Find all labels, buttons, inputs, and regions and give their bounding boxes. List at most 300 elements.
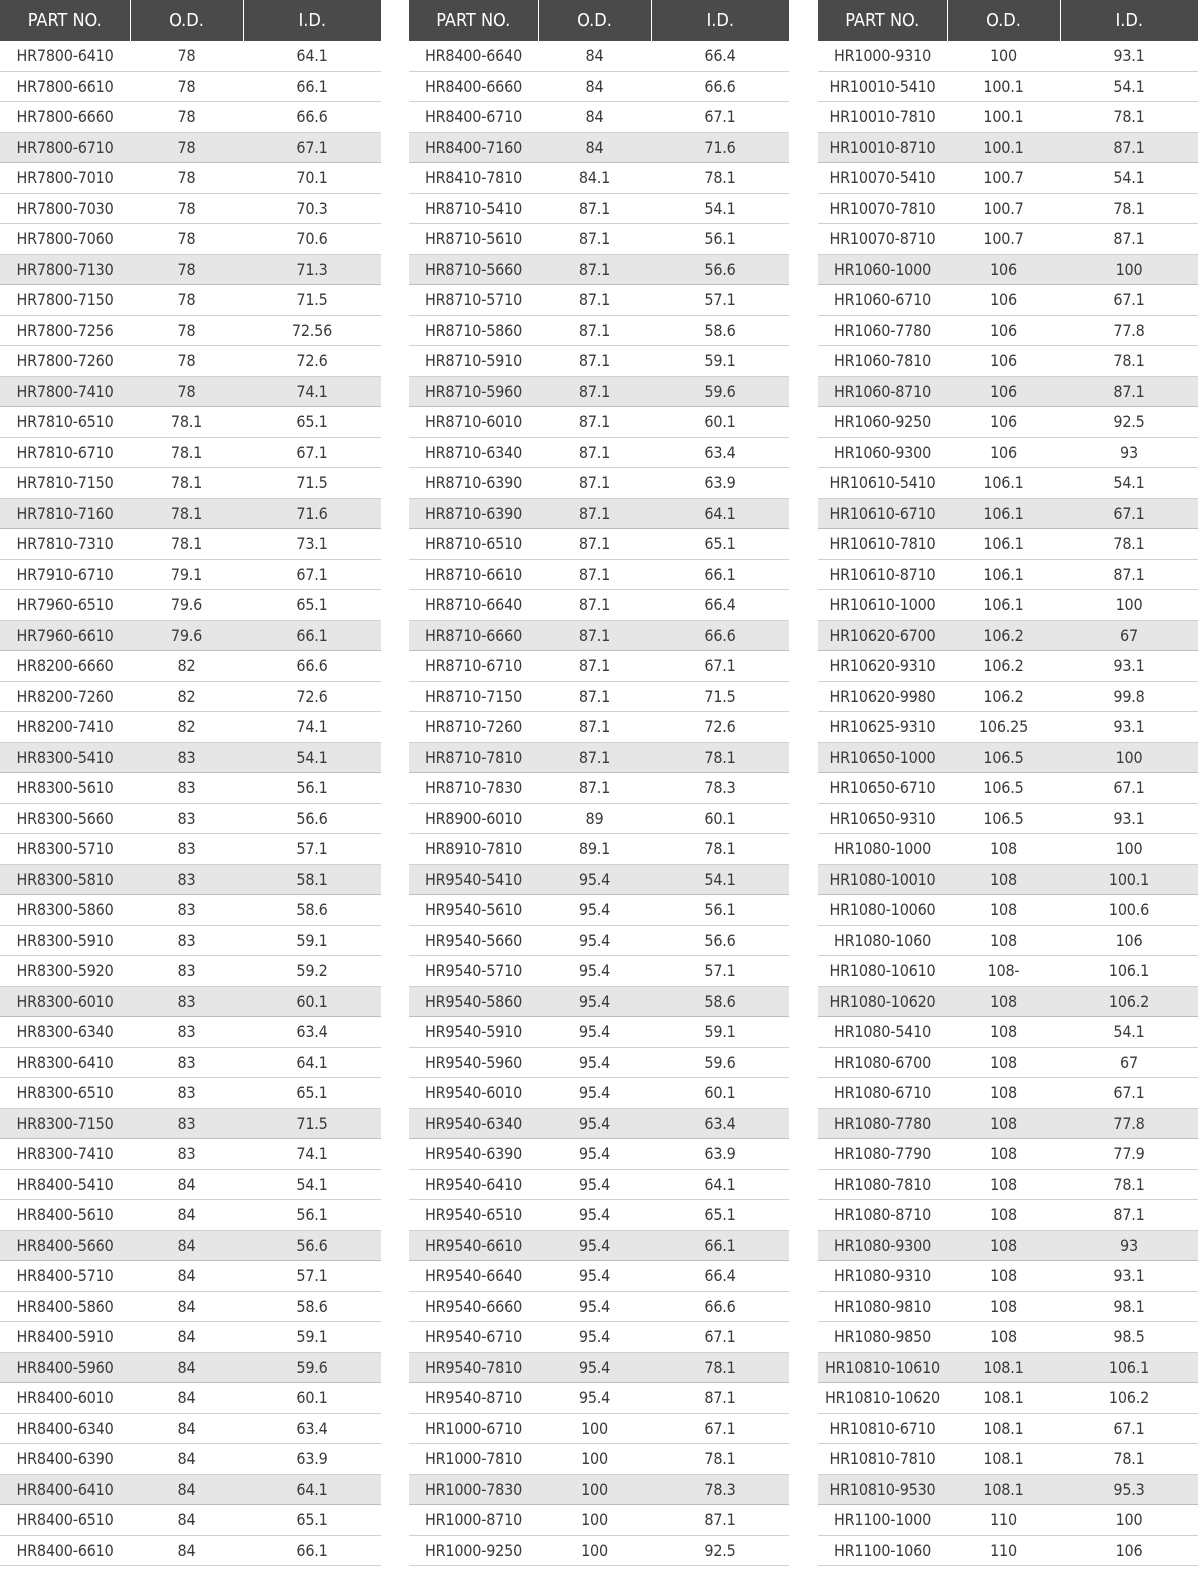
cell-od: 84 — [130, 1505, 243, 1536]
cell-part-no: HR10010-7810 — [818, 102, 947, 133]
cell-id: 72.56 — [243, 315, 381, 346]
cell-od: 108 — [947, 1169, 1060, 1200]
cell-od: 84 — [538, 71, 651, 102]
cell-part-no: HR1060-6710 — [818, 285, 947, 316]
cell-od: 95.4 — [538, 986, 651, 1017]
cell-id: 93 — [1060, 1230, 1198, 1261]
cell-id: 59.2 — [243, 956, 381, 987]
cell-part-no: HR8710-7150 — [409, 681, 538, 712]
cell-id: 56.6 — [243, 803, 381, 834]
cell-od: 84 — [130, 1291, 243, 1322]
cell-od: 108.1 — [947, 1444, 1060, 1475]
table-row — [0, 803, 381, 834]
cell-id: 63.9 — [651, 468, 789, 499]
cell-id: 106.2 — [1060, 1383, 1198, 1414]
cell-od: 108.1 — [947, 1383, 1060, 1414]
cell-od: 108 — [947, 1139, 1060, 1170]
cell-part-no: HR8710-5410 — [409, 193, 538, 224]
cell-od: 100 — [538, 1505, 651, 1536]
cell-id: 63.9 — [651, 1139, 789, 1170]
cell-part-no: HR1000-6710 — [409, 1413, 538, 1444]
cell-od: 100.7 — [947, 224, 1060, 255]
cell-id: 78.1 — [651, 1352, 789, 1383]
cell-id: 60.1 — [243, 986, 381, 1017]
cell-id: 71.6 — [243, 498, 381, 529]
cell-od: 83 — [130, 1139, 243, 1170]
cell-part-no: HR10810-10620 — [818, 1383, 947, 1414]
cell-id: 78.1 — [1060, 529, 1198, 560]
cell-od: 106.2 — [947, 651, 1060, 682]
table-row — [818, 407, 1198, 438]
cell-part-no: HR1080-10620 — [818, 986, 947, 1017]
cell-part-no: HR8400-5960 — [0, 1352, 130, 1383]
cell-id: 54.1 — [1060, 468, 1198, 499]
cell-od: 108.1 — [947, 1474, 1060, 1505]
cell-od: 78.1 — [130, 437, 243, 468]
cell-part-no: HR8400-5910 — [0, 1322, 130, 1353]
table-row — [818, 712, 1198, 743]
table-row — [0, 1230, 381, 1261]
cell-id: 58.6 — [243, 895, 381, 926]
cell-od: 78 — [130, 163, 243, 194]
cell-od: 87.1 — [538, 224, 651, 255]
cell-od: 95.4 — [538, 1322, 651, 1353]
cell-od: 95.4 — [538, 1169, 651, 1200]
cell-id: 87.1 — [1060, 559, 1198, 590]
cell-part-no: HR7960-6510 — [0, 590, 130, 621]
cell-part-no: HR1100-1000 — [818, 1505, 947, 1536]
cell-id: 65.1 — [651, 1200, 789, 1231]
cell-id: 100 — [1060, 590, 1198, 621]
cell-od: 87.1 — [538, 285, 651, 316]
cell-part-no: HR1000-9250 — [409, 1535, 538, 1566]
cell-part-no: HR7800-6410 — [0, 41, 130, 71]
cell-od: 106 — [947, 285, 1060, 316]
cell-od: 84 — [130, 1352, 243, 1383]
cell-part-no: HR10610-1000 — [818, 590, 947, 621]
cell-part-no: HR1060-9300 — [818, 437, 947, 468]
cell-od: 110 — [947, 1505, 1060, 1536]
table-row — [818, 1078, 1198, 1109]
cell-od: 108 — [947, 1322, 1060, 1353]
cell-od: 82 — [130, 681, 243, 712]
cell-id: 87.1 — [651, 1505, 789, 1536]
cell-part-no: HR8710-6010 — [409, 407, 538, 438]
cell-id: 65.1 — [243, 407, 381, 438]
table-row — [409, 529, 789, 560]
table-row — [818, 620, 1198, 651]
cell-part-no: HR8710-5860 — [409, 315, 538, 346]
cell-part-no: HR8400-6610 — [0, 1535, 130, 1566]
table-row — [818, 41, 1198, 71]
cell-od: 89.1 — [538, 834, 651, 865]
cell-part-no: HR7810-6710 — [0, 437, 130, 468]
cell-id: 64.1 — [243, 41, 381, 71]
parts-table-1 — [0, 0, 381, 1566]
cell-od: 100 — [538, 1444, 651, 1475]
cell-id: 66.6 — [243, 102, 381, 133]
table-row — [818, 498, 1198, 529]
table-row — [818, 986, 1198, 1017]
header-od: O.D. — [947, 0, 1060, 41]
cell-part-no: HR8400-6660 — [409, 71, 538, 102]
cell-id: 100 — [1060, 742, 1198, 773]
cell-id: 60.1 — [243, 1383, 381, 1414]
cell-id: 67.1 — [1060, 285, 1198, 316]
table-row — [818, 1047, 1198, 1078]
cell-part-no: HR8400-6010 — [0, 1383, 130, 1414]
cell-id: 66.1 — [243, 620, 381, 651]
table-row — [0, 864, 381, 895]
table-row — [409, 1078, 789, 1109]
cell-id: 65.1 — [651, 529, 789, 560]
table-row — [0, 468, 381, 499]
cell-part-no: HR8710-7260 — [409, 712, 538, 743]
cell-part-no: HR8710-6660 — [409, 620, 538, 651]
cell-part-no: HR10070-8710 — [818, 224, 947, 255]
cell-id: 106.1 — [1060, 1352, 1198, 1383]
cell-od: 100 — [538, 1474, 651, 1505]
cell-part-no: HR1080-10610 — [818, 956, 947, 987]
table-row — [409, 590, 789, 621]
table-row — [818, 1505, 1198, 1536]
table-row — [0, 1505, 381, 1536]
table-row — [0, 376, 381, 407]
table-row — [818, 1261, 1198, 1292]
cell-id: 74.1 — [243, 376, 381, 407]
cell-id: 100.1 — [1060, 864, 1198, 895]
cell-part-no: HR8710-5660 — [409, 254, 538, 285]
table-row — [0, 1139, 381, 1170]
cell-id: 92.5 — [1060, 407, 1198, 438]
cell-id: 78.1 — [651, 834, 789, 865]
cell-part-no: HR8300-5860 — [0, 895, 130, 926]
cell-od: 87.1 — [538, 376, 651, 407]
cell-od: 78 — [130, 71, 243, 102]
cell-od: 84 — [130, 1200, 243, 1231]
cell-od: 87.1 — [538, 773, 651, 804]
cell-od: 83 — [130, 1047, 243, 1078]
cell-od: 95.4 — [538, 1108, 651, 1139]
cell-part-no: HR10610-8710 — [818, 559, 947, 590]
cell-od: 108 — [947, 1017, 1060, 1048]
cell-part-no: HR8300-5710 — [0, 834, 130, 865]
cell-id: 70.6 — [243, 224, 381, 255]
cell-od: 78 — [130, 285, 243, 316]
table-row — [818, 254, 1198, 285]
table-row — [0, 620, 381, 651]
cell-od: 95.4 — [538, 864, 651, 895]
cell-part-no: HR8200-6660 — [0, 651, 130, 682]
cell-od: 108 — [947, 895, 1060, 926]
cell-part-no: HR9540-5660 — [409, 925, 538, 956]
cell-od: 78.1 — [130, 468, 243, 499]
cell-part-no: HR10620-9980 — [818, 681, 947, 712]
table-row — [409, 1474, 789, 1505]
cell-part-no: HR7810-7150 — [0, 468, 130, 499]
cell-od: 108 — [947, 1047, 1060, 1078]
table-row — [818, 1352, 1198, 1383]
parts-table-3 — [818, 0, 1198, 1566]
table-row — [0, 41, 381, 71]
cell-id: 54.1 — [651, 193, 789, 224]
cell-id: 59.6 — [243, 1352, 381, 1383]
cell-id: 63.4 — [651, 437, 789, 468]
cell-od: 87.1 — [538, 407, 651, 438]
cell-od: 84 — [130, 1383, 243, 1414]
cell-id: 54.1 — [1060, 71, 1198, 102]
table-row — [409, 102, 789, 133]
cell-id: 65.1 — [243, 1078, 381, 1109]
cell-part-no: HR8400-5860 — [0, 1291, 130, 1322]
table-row — [0, 346, 381, 377]
cell-part-no: HR7800-6610 — [0, 71, 130, 102]
table-row — [0, 834, 381, 865]
cell-part-no: HR8710-5610 — [409, 224, 538, 255]
cell-od: 87.1 — [538, 651, 651, 682]
table-row — [409, 742, 789, 773]
cell-id: 58.6 — [651, 986, 789, 1017]
cell-od: 84 — [130, 1444, 243, 1475]
header-id: I.D. — [1060, 0, 1198, 41]
cell-id: 73.1 — [243, 529, 381, 560]
cell-part-no: HR9540-6340 — [409, 1108, 538, 1139]
cell-part-no: HR7810-6510 — [0, 407, 130, 438]
cell-od: 100 — [947, 41, 1060, 71]
table-row — [818, 895, 1198, 926]
cell-part-no: HR8710-6610 — [409, 559, 538, 590]
cell-od: 106.1 — [947, 498, 1060, 529]
table-row — [409, 407, 789, 438]
cell-od: 106.5 — [947, 773, 1060, 804]
cell-part-no: HR1080-7790 — [818, 1139, 947, 1170]
table-row — [818, 1383, 1198, 1414]
cell-part-no: HR7800-7410 — [0, 376, 130, 407]
table-row — [409, 41, 789, 71]
cell-od: 87.1 — [538, 529, 651, 560]
cell-id: 67.1 — [651, 102, 789, 133]
table-row — [818, 468, 1198, 499]
table-row — [409, 315, 789, 346]
cell-part-no: HR9540-6640 — [409, 1261, 538, 1292]
cell-id: 59.1 — [243, 925, 381, 956]
cell-part-no: HR8710-6340 — [409, 437, 538, 468]
cell-id: 87.1 — [1060, 1200, 1198, 1231]
table-row — [409, 285, 789, 316]
cell-part-no: HR9540-6390 — [409, 1139, 538, 1170]
cell-id: 58.1 — [243, 864, 381, 895]
cell-od: 95.4 — [538, 1291, 651, 1322]
cell-od: 84 — [130, 1535, 243, 1566]
table-row — [0, 1352, 381, 1383]
cell-od: 95.4 — [538, 1261, 651, 1292]
table-row — [0, 1108, 381, 1139]
table-row — [818, 1169, 1198, 1200]
table-row — [0, 315, 381, 346]
parts-table-2 — [409, 0, 789, 1566]
table-row — [409, 925, 789, 956]
cell-od: 78 — [130, 132, 243, 163]
table-row — [409, 1169, 789, 1200]
cell-id: 77.8 — [1060, 315, 1198, 346]
cell-od: 108 — [947, 1261, 1060, 1292]
table-row — [818, 803, 1198, 834]
cell-od: 87.1 — [538, 315, 651, 346]
cell-od: 78 — [130, 224, 243, 255]
table-row — [409, 1535, 789, 1566]
cell-od: 83 — [130, 803, 243, 834]
cell-id: 57.1 — [651, 956, 789, 987]
cell-od: 79.1 — [130, 559, 243, 590]
cell-part-no: HR8300-5660 — [0, 803, 130, 834]
cell-id: 78.1 — [1060, 102, 1198, 133]
table-row — [409, 1200, 789, 1231]
cell-od: 106 — [947, 346, 1060, 377]
table-row — [409, 1383, 789, 1414]
cell-od: 100.7 — [947, 163, 1060, 194]
cell-od: 78 — [130, 376, 243, 407]
cell-id: 78.1 — [651, 742, 789, 773]
cell-part-no: HR9540-5910 — [409, 1017, 538, 1048]
cell-part-no: HR8300-5920 — [0, 956, 130, 987]
cell-part-no: HR9540-6610 — [409, 1230, 538, 1261]
cell-od: 106.25 — [947, 712, 1060, 743]
cell-part-no: HR7800-6710 — [0, 132, 130, 163]
cell-od: 106.1 — [947, 529, 1060, 560]
cell-od: 87.1 — [538, 559, 651, 590]
cell-od: 87.1 — [538, 437, 651, 468]
table-row — [0, 132, 381, 163]
cell-part-no: HR10810-7810 — [818, 1444, 947, 1475]
cell-part-no: HR9540-5410 — [409, 864, 538, 895]
cell-od: 84 — [130, 1474, 243, 1505]
cell-id: 58.6 — [651, 315, 789, 346]
cell-id: 60.1 — [651, 803, 789, 834]
cell-od: 78 — [130, 346, 243, 377]
table-row — [409, 224, 789, 255]
cell-part-no: HR7800-7060 — [0, 224, 130, 255]
cell-id: 100 — [1060, 254, 1198, 285]
cell-od: 106.5 — [947, 803, 1060, 834]
cell-od: 79.6 — [130, 620, 243, 651]
cell-part-no: HR1080-9310 — [818, 1261, 947, 1292]
header-part-no: PART NO. — [0, 0, 130, 41]
cell-part-no: HR7800-7030 — [0, 193, 130, 224]
table-row — [409, 651, 789, 682]
cell-part-no: HR9540-6510 — [409, 1200, 538, 1231]
table-row — [818, 925, 1198, 956]
table-row — [0, 1261, 381, 1292]
table-row — [0, 559, 381, 590]
header-od: O.D. — [130, 0, 243, 41]
cell-od: 78 — [130, 102, 243, 133]
cell-id: 66.4 — [651, 1261, 789, 1292]
cell-od: 82 — [130, 651, 243, 682]
cell-part-no: HR10010-8710 — [818, 132, 947, 163]
table-row — [818, 651, 1198, 682]
cell-id: 95.3 — [1060, 1474, 1198, 1505]
cell-id: 72.6 — [651, 712, 789, 743]
cell-part-no: HR9540-5860 — [409, 986, 538, 1017]
cell-part-no: HR8300-6340 — [0, 1017, 130, 1048]
cell-id: 57.1 — [243, 834, 381, 865]
cell-od: 87.1 — [538, 498, 651, 529]
table-row — [0, 1169, 381, 1200]
cell-id: 66.1 — [651, 559, 789, 590]
cell-part-no: HR8300-5610 — [0, 773, 130, 804]
cell-id: 65.1 — [243, 1505, 381, 1536]
table-row — [0, 1444, 381, 1475]
cell-id: 67.1 — [1060, 773, 1198, 804]
cell-id: 71.3 — [243, 254, 381, 285]
cell-od: 78.1 — [130, 407, 243, 438]
cell-id: 74.1 — [243, 1139, 381, 1170]
cell-part-no: HR1000-8710 — [409, 1505, 538, 1536]
cell-id: 65.1 — [243, 590, 381, 621]
header-id: I.D. — [651, 0, 789, 41]
cell-od: 106.1 — [947, 559, 1060, 590]
table-row — [818, 224, 1198, 255]
table-row — [818, 559, 1198, 590]
cell-id: 54.1 — [651, 864, 789, 895]
cell-part-no: HR1000-7810 — [409, 1444, 538, 1475]
cell-part-no: HR8900-6010 — [409, 803, 538, 834]
cell-od: 83 — [130, 1078, 243, 1109]
cell-od: 108 — [947, 1078, 1060, 1109]
cell-id: 64.1 — [651, 1169, 789, 1200]
cell-id: 56.6 — [243, 1230, 381, 1261]
cell-id: 93.1 — [1060, 1261, 1198, 1292]
cell-od: 83 — [130, 956, 243, 987]
table-row — [409, 498, 789, 529]
cell-od: 78 — [130, 315, 243, 346]
cell-od: 100 — [538, 1413, 651, 1444]
table-row — [0, 1017, 381, 1048]
table-row — [818, 315, 1198, 346]
table-row — [0, 1078, 381, 1109]
cell-od: 106 — [947, 376, 1060, 407]
cell-od: 106 — [947, 437, 1060, 468]
cell-id: 56.1 — [651, 224, 789, 255]
cell-part-no: HR9540-6410 — [409, 1169, 538, 1200]
cell-id: 71.6 — [651, 132, 789, 163]
cell-id: 54.1 — [1060, 1017, 1198, 1048]
cell-od: 110 — [947, 1535, 1060, 1566]
table-row — [0, 651, 381, 682]
cell-id: 67.1 — [243, 559, 381, 590]
cell-id: 54.1 — [1060, 163, 1198, 194]
table-row — [818, 1535, 1198, 1566]
table-row — [0, 102, 381, 133]
cell-id: 100 — [1060, 1505, 1198, 1536]
table-row — [818, 1017, 1198, 1048]
cell-part-no: HR8200-7410 — [0, 712, 130, 743]
cell-part-no: HR10650-1000 — [818, 742, 947, 773]
cell-part-no: HR8300-5810 — [0, 864, 130, 895]
cell-id: 71.5 — [651, 681, 789, 712]
cell-id: 54.1 — [243, 742, 381, 773]
header-part-no: PART NO. — [409, 0, 538, 41]
cell-part-no: HR1080-6700 — [818, 1047, 947, 1078]
table-row — [818, 132, 1198, 163]
table-row — [0, 71, 381, 102]
cell-part-no: HR8410-7810 — [409, 163, 538, 194]
table-row — [0, 498, 381, 529]
table-row — [0, 1047, 381, 1078]
cell-id: 87.1 — [1060, 132, 1198, 163]
cell-part-no: HR7810-7310 — [0, 529, 130, 560]
cell-part-no: HR10810-9530 — [818, 1474, 947, 1505]
